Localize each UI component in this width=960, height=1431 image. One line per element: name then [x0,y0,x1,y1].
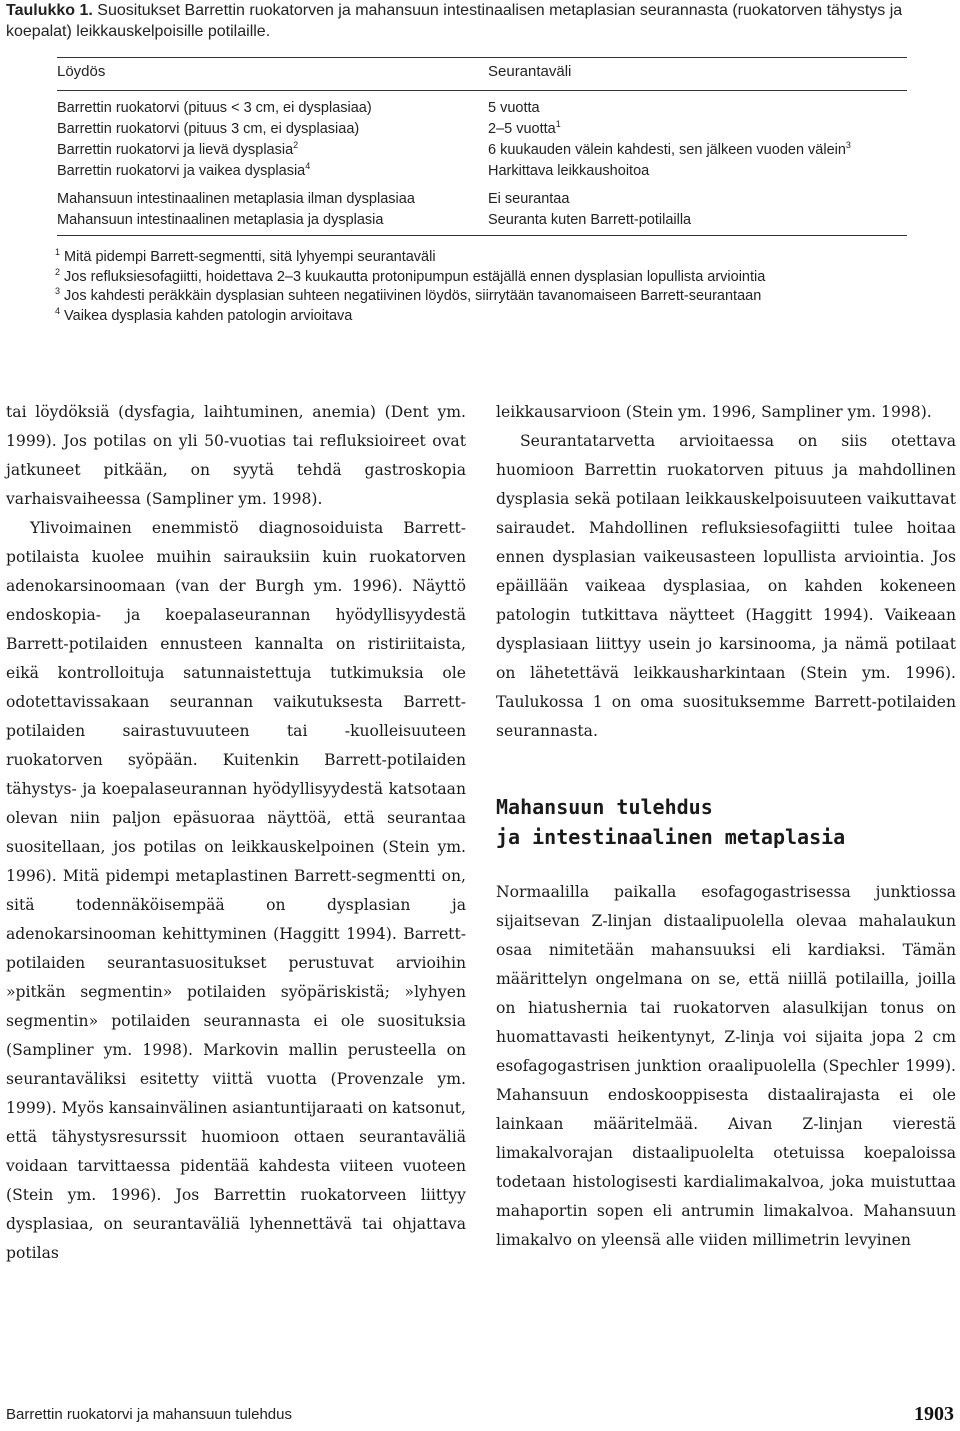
body-column-right [496,398,956,1255]
table-row-6-finding: Mahansuun intestinaalinen metaplasia ja dysplasia [57,212,384,228]
table-row-5-interval: Ei seurantaa [488,191,570,207]
footnote-3: $^3$ Jos kahdesti peräkkäin dysplasian suhteen negatiivinen löydös, siirrytään tavanomaiseen Barrett-seurantaan [55,286,762,304]
table-caption [6,0,954,42]
table-row-3-finding: Barrettin ruokatorvi ja lievä dysplasia$^2$ [57,140,299,158]
table-header-rule [57,90,907,91]
page-number: 1903 [914,1403,954,1425]
table-caption-text: Suositukset Barrettin ruokatorven ja mahansuun intestinaalisen metaplasian seurannasta (ruokatorven tähystys ja koepalat) leikkauskelpoisille potilaille. [6,2,903,40]
body-paragraph: tai löydöksiä (dysfagia, laihtuminen, anemia) (Dent ym. 1999). Jos potilas on yli 50-vuotias tai refluksioireet ovat jatkuneet pitkään, on syytä tehdä gastroskopia varhaisvaiheessa (Sampliner ym. 1998). [6,403,466,508]
table-footnotes [55,248,765,326]
table-row-4-finding: Barrettin ruokatorvi ja vaikea dysplasia$^4$ [57,161,311,179]
table-row-5-finding: Mahansuun intestinaalinen metaplasia ilman dysplasiaa [57,191,415,207]
table-row-1-interval: 5 vuotta [488,100,540,116]
body-column-left [6,398,466,1268]
footnote-1: $^1$ Mitä pidempi Barrett-segmentti, sitä lyhyempi seurantaväli [55,247,436,265]
table-row-1-finding: Barrettin ruokatorvi (pituus < 3 cm, ei dysplasiaa) [57,100,372,116]
body-paragraph: Normaalilla paikalla esofagogastrisessa junktiossa sijaitsevan Z-linjan distaalipuolella olevaa mahalaukun osaa nimitetään mahansuuksi eli kardiaksi. Tämän määrittelyn ongelmana on se, että niillä potilailla, joilla on hiatushernia tai ruokatorven alasulkijan tonus on huomattavasti heikentynyt, Z-linja voi sijaita jopa 2 cm esofagogastrisen junktion oraalipuolella (Spechler 1999). Mahansuun endoskooppisesta distaalirajasta ei ole lainkaan määritelmää. Aivan Z-linjan vierestä limakalvorajan distaalipuolelta otetuissa koepaloissa todetaan histologisesti kardialimakalvoa, joka muistuttaa mahaportin sopen eli antrumin limakalvoa. Mahansuun limakalvo on yleensä alle viiden millimetrin levyinen [496,883,956,1249]
table-header-interval: Seurantaväli [488,63,572,80]
section-heading: Mahansuun tulehdus ja intestinaalinen metaplasia [496,795,846,849]
table-header-finding: Löydös [57,63,106,80]
table-row-4-interval: Harkittava leikkaushoitoa [488,163,650,179]
table-row-2-interval: 2–5 vuotta$^1$ [488,119,561,137]
body-paragraph: leikkausarvioon (Stein ym. 1996, Sampliner ym. 1998). [496,403,932,421]
running-title: Barrettin ruokatorvi ja mahansuun tulehdus [6,1406,292,1423]
table-bottom-rule [57,235,907,236]
body-paragraph: Seurantatarvetta arvioitaessa on siis otettava huomioon Barrettin ruokatorven pituus ja mahdollinen dysplasia sekä potilaan leikkauskelpoisuuteen vaikuttavat sairaudet. Mahdollinen refluksiesofagiitti tulee hoitaa ennen dysplasian vaikeusasteen lopullista arviointia. Jos epäillään vaikeaa dysplasiaa, on kahden kokeneen patologin tutkittava näytteet (Haggitt 1994). Vaikeaan dysplasiaan liittyy usein jo karsinooma, ja nämä potilaat on lähetettävä leikkausharkintaan (Stein ym. 1996). Taulukossa 1 on oma suosituksemme Barrett-potilaiden seurannasta. [496,432,956,740]
table-caption-label: Taulukko 1. [6,2,93,19]
footnote-2: $^2$ Jos refluksiesofagiitti, hoidettava 2–3 kuukautta protonipumpun estäjällä ennen dysplasian lopullista arviointia [55,266,766,285]
footnote-4: $^4$ Vaikea dysplasia kahden patologin arvioitava [55,305,353,324]
table-top-rule [57,57,907,58]
table-row-3-interval: 6 kuukauden välein kahdesti, sen jälkeen vuoden välein$^3$ [488,140,851,158]
body-paragraph: Ylivoimainen enemmistö diagnosoiduista Barrett-potilaista kuolee muihin sairauksiin kuin ruokatorven adenokarsinoomaan (van der Burgh ym. 1996). Näyttö endoskopia- ja koepalaseurannan hyödyllisyydestä Barrett-potilaiden ennusteen kannalta on ristiriitaista, eikä kontrolloituja satunnaistettuja tutkimuksia ole odotettavissakaan seurannan vaikutuksesta Barrett-potilaiden sairastuvuuteen tai -kuolleisuuteen ruokatorven syöpään. Kuitenkin Barrett-potilaiden tähystys- ja koepalaseurannan hyödyllisyydestä katsotaan olevan niin paljon epäsuoraa näyttöä, että seurantaa suositellaan, jos potilas on leikkauskelpoinen (Stein ym. 1996). Mitä pidempi metaplastinen Barrett-segmentti on, sitä todennäköisempää on dysplasian ja adenokarsinooman kehittyminen (Haggitt 1994). Barrett-potilaiden seurantasuositukset perustuvat arvioihin »pitkän segmentin» potilaiden syöpäriskistä; »lyhyen segmentin» potilaiden seurannasta ei ole suosituksia (Sampliner ym. 1998). Markovin mallin perusteella on seurantaväliksi esitetty viittä vuotta (Provenzale ym. 1999). Myös kansainvälinen asiantuntijaraati on katsonut, että tähystysresurssit huomioon ottaen seurantaväliä voidaan tarvittaessa pidentää kahdesta viiteen vuoteen (Stein ym. 1996). Jos Barrettin ruokatorveen liittyy dysplasiaa, on seurantaväliä lyhennettävä tai ohjattava potilas [6,519,467,1262]
table-row-6-interval: Seuranta kuten Barrett-potilailla [488,212,692,228]
table-row-2-finding: Barrettin ruokatorvi (pituus 3 cm, ei dysplasiaa) [57,121,360,137]
